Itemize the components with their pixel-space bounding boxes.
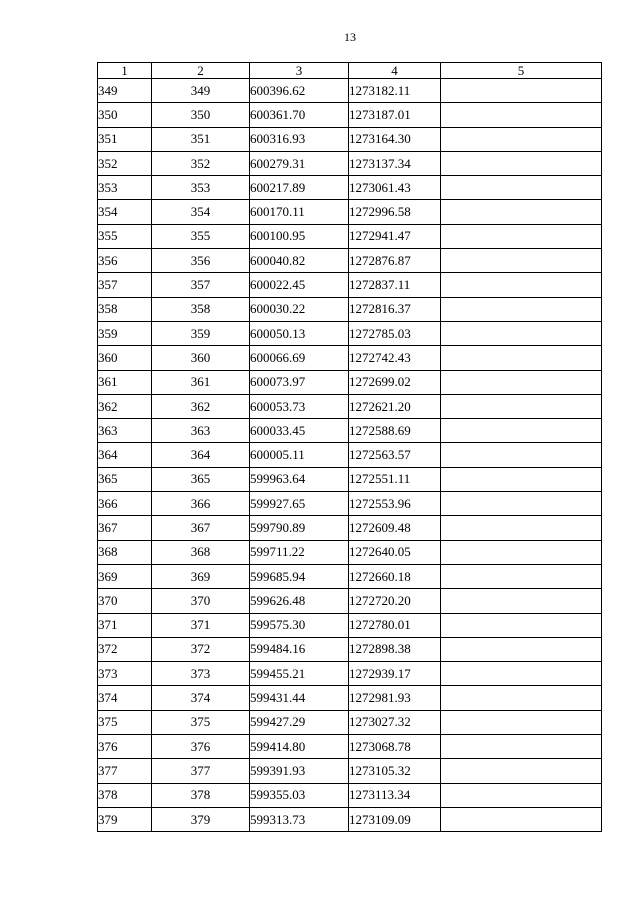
table-cell-col1: 352 <box>98 151 152 175</box>
table-cell-col4: 1272553.96 <box>349 492 441 516</box>
table-cell-col5 <box>441 759 602 783</box>
column-header-1: 1 <box>98 63 152 79</box>
table-cell-col3: 599963.64 <box>250 467 349 491</box>
table-cell-col1: 357 <box>98 273 152 297</box>
table-cell-col4: 1273105.32 <box>349 759 441 783</box>
table-cell-col4: 1272816.37 <box>349 297 441 321</box>
table-cell-col1: 362 <box>98 394 152 418</box>
table-cell-col4: 1272939.17 <box>349 662 441 686</box>
table-cell-col4: 1272609.48 <box>349 516 441 540</box>
table-row <box>98 540 602 564</box>
table-cell-col4: 1272981.93 <box>349 686 441 710</box>
table-cell-col1: 351 <box>98 127 152 151</box>
table-cell-col4: 1272551.11 <box>349 467 441 491</box>
table-cell-col5 <box>441 492 602 516</box>
table-cell-col2: 367 <box>152 516 250 540</box>
table-cell-col1: 376 <box>98 735 152 759</box>
table-cell-col1: 358 <box>98 297 152 321</box>
table-cell-col5 <box>441 79 602 103</box>
table-cell-col4: 1273113.34 <box>349 783 441 807</box>
table-row <box>98 321 602 345</box>
table-cell-col2: 379 <box>152 807 250 831</box>
table-cell-col2: 377 <box>152 759 250 783</box>
table-cell-col3: 599391.93 <box>250 759 349 783</box>
table-cell-col5 <box>441 540 602 564</box>
table-cell-col2: 368 <box>152 540 250 564</box>
table-cell-col3: 599455.21 <box>250 662 349 686</box>
table-row <box>98 637 602 661</box>
table-cell-col2: 364 <box>152 443 250 467</box>
table-cell-col3: 600022.45 <box>250 273 349 297</box>
table-cell-col5 <box>441 103 602 127</box>
table-row <box>98 783 602 807</box>
table-row <box>98 564 602 588</box>
table-cell-col1: 366 <box>98 492 152 516</box>
table-cell-col2: 351 <box>152 127 250 151</box>
table-cell-col5 <box>441 224 602 248</box>
table-cell-col2: 378 <box>152 783 250 807</box>
table-cell-col3: 600050.13 <box>250 321 349 345</box>
table-cell-col5 <box>441 249 602 273</box>
table-cell-col4: 1272588.69 <box>349 419 441 443</box>
column-header-2: 2 <box>152 63 250 79</box>
table-cell-col3: 600040.82 <box>250 249 349 273</box>
table-cell-col1: 350 <box>98 103 152 127</box>
table-cell-col3: 599431.44 <box>250 686 349 710</box>
table-row <box>98 492 602 516</box>
table-cell-col1: 353 <box>98 176 152 200</box>
table-cell-col3: 600073.97 <box>250 370 349 394</box>
table-row <box>98 346 602 370</box>
table-cell-col1: 379 <box>98 807 152 831</box>
table-cell-col5 <box>441 516 602 540</box>
table-cell-col1: 364 <box>98 443 152 467</box>
table-cell-col2: 369 <box>152 564 250 588</box>
table-cell-col3: 599313.73 <box>250 807 349 831</box>
table-cell-col5 <box>441 443 602 467</box>
table-cell-col1: 378 <box>98 783 152 807</box>
table-cell-col4: 1272996.58 <box>349 200 441 224</box>
table-cell-col3: 599685.94 <box>250 564 349 588</box>
table-cell-col4: 1272660.18 <box>349 564 441 588</box>
table-cell-col2: 350 <box>152 103 250 127</box>
table-cell-col3: 600279.31 <box>250 151 349 175</box>
table-row <box>98 103 602 127</box>
table-cell-col4: 1272720.20 <box>349 589 441 613</box>
table-cell-col5 <box>441 394 602 418</box>
table-cell-col1: 370 <box>98 589 152 613</box>
table-row <box>98 79 602 103</box>
table-cell-col5 <box>441 200 602 224</box>
table-cell-col5 <box>441 662 602 686</box>
table-cell-col1: 349 <box>98 79 152 103</box>
table-header <box>98 63 602 79</box>
table-cell-col2: 359 <box>152 321 250 345</box>
table-cell-col3: 599927.65 <box>250 492 349 516</box>
table-cell-col5 <box>441 783 602 807</box>
table-cell-col2: 349 <box>152 79 250 103</box>
table-row <box>98 151 602 175</box>
table-cell-col3: 600316.93 <box>250 127 349 151</box>
table-row <box>98 394 602 418</box>
table-cell-col5 <box>441 127 602 151</box>
table-row <box>98 735 602 759</box>
table-cell-col3: 599790.89 <box>250 516 349 540</box>
page-number: 13 <box>344 30 356 44</box>
table-cell-col4: 1273164.30 <box>349 127 441 151</box>
coordinates-table <box>97 62 602 832</box>
table-cell-col2: 375 <box>152 710 250 734</box>
table-cell-col3: 599355.03 <box>250 783 349 807</box>
table-cell-col5 <box>441 321 602 345</box>
table-cell-col2: 363 <box>152 419 250 443</box>
table-row <box>98 297 602 321</box>
table-cell-col4: 1272941.47 <box>349 224 441 248</box>
table-cell-col4: 1272780.01 <box>349 613 441 637</box>
table-cell-col2: 361 <box>152 370 250 394</box>
table-row <box>98 200 602 224</box>
table-cell-col1: 371 <box>98 613 152 637</box>
table-row <box>98 127 602 151</box>
table-cell-col4: 1272785.03 <box>349 321 441 345</box>
table-row <box>98 613 602 637</box>
table-cell-col5 <box>441 637 602 661</box>
table-cell-col5 <box>441 686 602 710</box>
table-cell-col2: 376 <box>152 735 250 759</box>
table-cell-col1: 377 <box>98 759 152 783</box>
table-row <box>98 686 602 710</box>
table-cell-col2: 365 <box>152 467 250 491</box>
table-cell-col5 <box>441 467 602 491</box>
table-row <box>98 516 602 540</box>
table-cell-col1: 373 <box>98 662 152 686</box>
table-cell-col3: 600396.62 <box>250 79 349 103</box>
table-cell-col4: 1272898.38 <box>349 637 441 661</box>
table-body <box>98 79 602 832</box>
table-cell-col1: 363 <box>98 419 152 443</box>
header-row <box>98 63 602 79</box>
table-cell-col5 <box>441 564 602 588</box>
table-row <box>98 176 602 200</box>
table-cell-col5 <box>441 613 602 637</box>
table-row <box>98 662 602 686</box>
table-cell-col1: 361 <box>98 370 152 394</box>
table-cell-col5 <box>441 176 602 200</box>
table-cell-col4: 1273061.43 <box>349 176 441 200</box>
table-row <box>98 224 602 248</box>
table-cell-col2: 362 <box>152 394 250 418</box>
table-row <box>98 419 602 443</box>
table-cell-col3: 600066.69 <box>250 346 349 370</box>
table-cell-col4: 1273137.34 <box>349 151 441 175</box>
table-cell-col1: 367 <box>98 516 152 540</box>
table-cell-col5 <box>441 151 602 175</box>
table-cell-col5 <box>441 419 602 443</box>
table-cell-col5 <box>441 735 602 759</box>
table-cell-col2: 373 <box>152 662 250 686</box>
table-cell-col5 <box>441 273 602 297</box>
table-cell-col2: 355 <box>152 224 250 248</box>
table-cell-col1: 359 <box>98 321 152 345</box>
table-cell-col5 <box>441 297 602 321</box>
table-cell-col4: 1272699.02 <box>349 370 441 394</box>
table-cell-col3: 600053.73 <box>250 394 349 418</box>
table-cell-col5 <box>441 807 602 831</box>
table-cell-col1: 360 <box>98 346 152 370</box>
table-cell-col3: 599575.30 <box>250 613 349 637</box>
table-row <box>98 807 602 831</box>
table-cell-col1: 372 <box>98 637 152 661</box>
table-cell-col2: 366 <box>152 492 250 516</box>
table-cell-col3: 599711.22 <box>250 540 349 564</box>
table-row <box>98 710 602 734</box>
table-cell-col3: 599414.80 <box>250 735 349 759</box>
table-cell-col3: 600217.89 <box>250 176 349 200</box>
table-cell-col3: 599427.29 <box>250 710 349 734</box>
table-cell-col2: 374 <box>152 686 250 710</box>
table-cell-col2: 354 <box>152 200 250 224</box>
table-cell-col4: 1272742.43 <box>349 346 441 370</box>
table-cell-col4: 1273109.09 <box>349 807 441 831</box>
table-cell-col3: 600361.70 <box>250 103 349 127</box>
table-cell-col4: 1272563.57 <box>349 443 441 467</box>
table-cell-col5 <box>441 710 602 734</box>
table-cell-col4: 1272621.20 <box>349 394 441 418</box>
table-cell-col1: 354 <box>98 200 152 224</box>
table-cell-col1: 365 <box>98 467 152 491</box>
table-cell-col2: 356 <box>152 249 250 273</box>
table-cell-col1: 356 <box>98 249 152 273</box>
table-cell-col2: 357 <box>152 273 250 297</box>
table-cell-col2: 372 <box>152 637 250 661</box>
table-cell-col3: 599626.48 <box>250 589 349 613</box>
column-header-4: 4 <box>349 63 441 79</box>
table-cell-col4: 1272640.05 <box>349 540 441 564</box>
table-cell-col4: 1272837.11 <box>349 273 441 297</box>
table-row <box>98 759 602 783</box>
table-cell-col1: 374 <box>98 686 152 710</box>
table-cell-col1: 369 <box>98 564 152 588</box>
table-cell-col1: 375 <box>98 710 152 734</box>
table-cell-col4: 1272876.87 <box>349 249 441 273</box>
table-cell-col2: 360 <box>152 346 250 370</box>
table-cell-col3: 600033.45 <box>250 419 349 443</box>
table-cell-col2: 370 <box>152 589 250 613</box>
table-cell-col3: 600030.22 <box>250 297 349 321</box>
table-cell-col5 <box>441 370 602 394</box>
table-row <box>98 443 602 467</box>
table-cell-col1: 368 <box>98 540 152 564</box>
table-cell-col4: 1273027.32 <box>349 710 441 734</box>
table-cell-col2: 353 <box>152 176 250 200</box>
table-row <box>98 273 602 297</box>
table-cell-col4: 1273187.01 <box>349 103 441 127</box>
table-row <box>98 370 602 394</box>
column-header-3: 3 <box>250 63 349 79</box>
table-cell-col3: 599484.16 <box>250 637 349 661</box>
table-cell-col3: 600100.95 <box>250 224 349 248</box>
table-cell-col5 <box>441 589 602 613</box>
table-cell-col4: 1273068.78 <box>349 735 441 759</box>
table-cell-col2: 358 <box>152 297 250 321</box>
table-cell-col2: 352 <box>152 151 250 175</box>
table-cell-col1: 355 <box>98 224 152 248</box>
table-row <box>98 467 602 491</box>
table-cell-col3: 600005.11 <box>250 443 349 467</box>
table-row <box>98 589 602 613</box>
table-cell-col5 <box>441 346 602 370</box>
column-header-5: 5 <box>441 63 602 79</box>
table-cell-col2: 371 <box>152 613 250 637</box>
table-cell-col3: 600170.11 <box>250 200 349 224</box>
table-cell-col4: 1273182.11 <box>349 79 441 103</box>
table-row <box>98 249 602 273</box>
